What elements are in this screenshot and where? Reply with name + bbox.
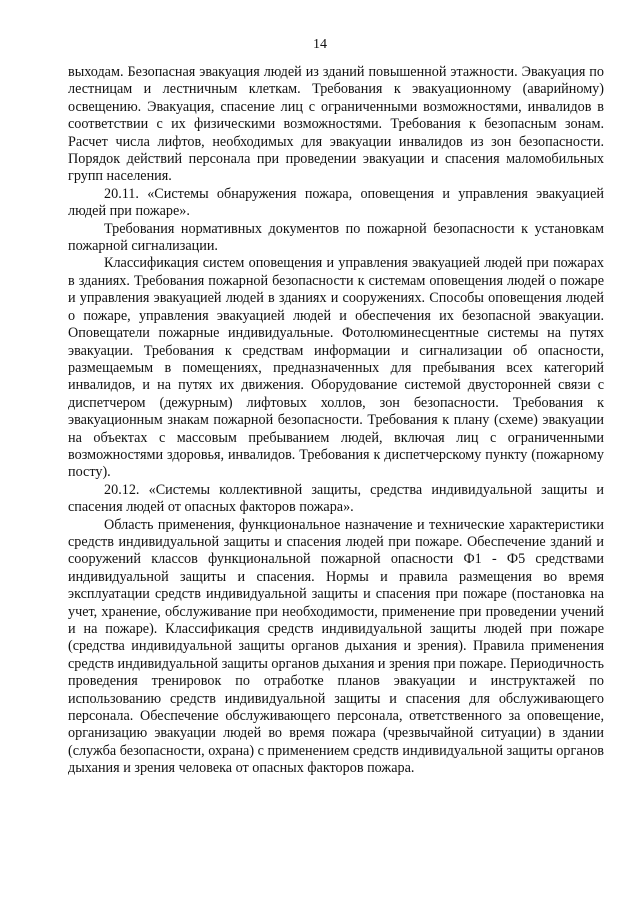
page-body — [68, 64, 604, 778]
paragraph-warning-systems-classification: Классификация систем оповещения и управления эвакуацией людей при пожарах в зданиях. Требования пожарной безопасности к системам оповещения людей о пожаре и управления эвакуацией людей в зданиях и сооружениях. Способы оповещения людей о пожаре, управления эвакуацией людей и обеспечения их безопасной эвакуации. Оповещатели пожарные индивидуальные. Фотолюминесцентные системы на путях эвакуации. Требования к средствам информации и сигнализации об опасности, размещаемым в помещениях, предназначенных для пребывания всех категорий инвалидов, и на путях их движения. Оборудование системой двусторонней связи с диспетчером (дежурным) лифтовых холлов, зон безопасности. Требования к эвакуационным знакам пожарной безопасности. Требования к плану (схеме) эвакуации на объектах с массовым пребыванием людей, включая лиц с ограниченными возможностями здоровья, инвалидов. Требования к диспетчерскому пункту (пожарному посту). — [68, 255, 604, 481]
section-heading-20-12: 20.12. «Системы коллективной защиты, средства индивидуальной защиты и спасения людей от опасных факторов пожара». — [68, 481, 604, 516]
page-number: 14 — [313, 37, 327, 52]
section-heading-20-11: 20.11. «Системы обнаружения пожара, оповещения и управления эвакуацией людей при пожаре». — [68, 185, 604, 220]
paragraph-personal-protection: Область применения, функциональное назначение и технические характеристики средств индивидуальной защиты и спасения людей при пожаре. Обеспечение зданий и сооружений классов функциональной пожарной опасности Ф1 - Ф5 средствами индивидуальной защиты и спасения. Нормы и правила размещения во время эксплуатации средств индивидуальной защиты и спасения при пожаре (постановка на учет, хранение, обслуживание при необходимости, применение при проведении учений и на пожаре). Классификация средств индивидуальной защиты людей при пожаре (средства индивидуальной защиты органов дыхания и зрения). Правила применения средств индивидуальной защиты органов дыхания и зрения при пожаре. Периодичность проведения тренировок по отработке планов эвакуации и инструктажей по использованию средств индивидуальной защиты и спасения для обслуживающего персонала. Обеспечение обслуживающего персонала, ответственного за оповещение, организацию эвакуации людей во время пожара (чрезвычайной ситуации) в здании (служба безопасности, охрана) с применением средств индивидуальной защиты органов дыхания и зрения человека от опасных факторов пожара. — [68, 516, 604, 777]
paragraph-fire-alarm-requirements: Требования нормативных документов по пожарной безопасности к установкам пожарной сигнализации. — [68, 220, 604, 255]
paragraph-evacuation-continued: выходам. Безопасная эвакуация людей из зданий повышенной этажности. Эвакуация по лестницам и лестничным клеткам. Требования к эвакуационному (аварийному) освещению. Эвакуация, спасение лиц с ограниченными возможностями, инвалидов в соответствии с их физическими возможностями. Требования к безопасным зонам. Расчет числа лифтов, необходимых для эвакуации инвалидов из зон безопасности. Порядок действий персонала при проведении эвакуации и спасения маломобильных групп населения. — [68, 64, 604, 185]
